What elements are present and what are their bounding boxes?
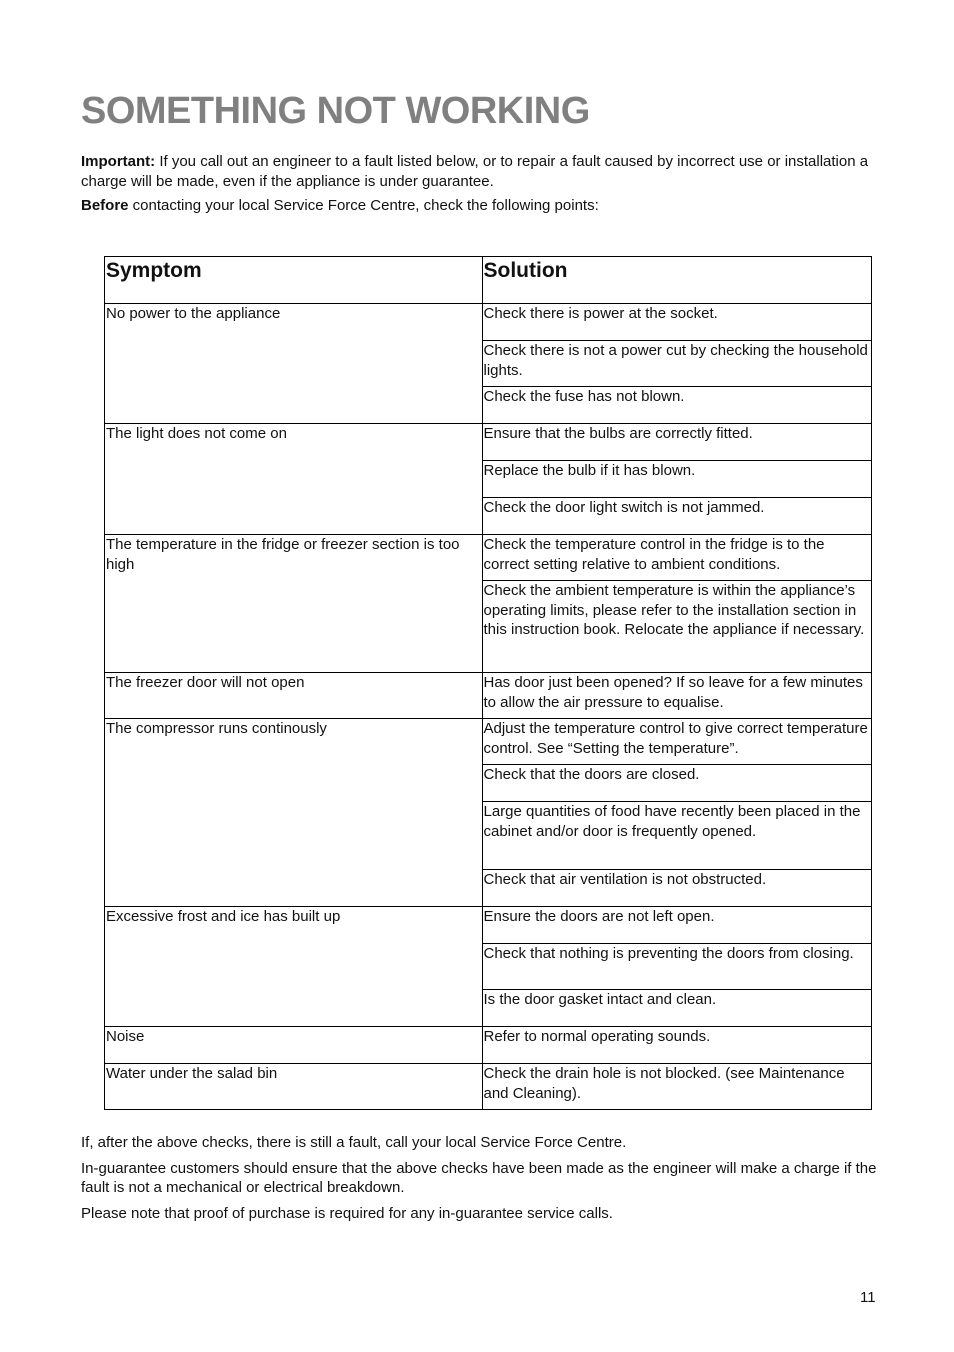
symptom-cell: The compressor runs continously: [105, 719, 483, 907]
solution-cell: Check the fuse has not blown.: [482, 387, 872, 424]
symptom-cell: Noise: [105, 1027, 483, 1064]
before-note: [81, 196, 881, 216]
page-title: SOMETHING NOT WORKING: [81, 90, 590, 132]
solution-cell: Is the door gasket intact and clean.: [482, 990, 872, 1027]
solution-cell: Adjust the temperature control to give correct temperature control. See “Setting the temperature”.: [482, 719, 872, 765]
symptom-cell: Water under the salad bin: [105, 1064, 483, 1110]
table-row: [105, 1064, 872, 1110]
table-body: [105, 304, 872, 1110]
before-label: Before: [81, 197, 129, 214]
solution-cell: Large quantities of food have recently been placed in the cabinet and/or door is frequently opened.: [482, 802, 872, 870]
outro-paragraph: In-guarantee customers should ensure that the above checks have been made as the engineer will make a charge if the fault is not a mechanical or electrical breakdown.: [81, 1159, 877, 1196]
solution-cell: Check that air ventilation is not obstructed.: [482, 870, 872, 907]
solution-cell: Check that the doors are closed.: [482, 765, 872, 802]
important-label: Important:: [81, 153, 156, 170]
solution-cell: Ensure that the bulbs are correctly fitted.: [482, 424, 872, 461]
table-row: [105, 1027, 872, 1064]
solution-cell: Check the door light switch is not jammed.: [482, 498, 872, 535]
solution-cell: Ensure the doors are not left open.: [482, 907, 872, 944]
symptom-cell: No power to the appliance: [105, 304, 483, 424]
outro-section: [81, 1133, 881, 1229]
table-row: [105, 304, 872, 341]
intro-section: [81, 152, 881, 221]
table-row: [105, 719, 872, 765]
solution-cell: Check there is not a power cut by checking the household lights.: [482, 341, 872, 387]
solution-cell: Check there is power at the socket.: [482, 304, 872, 341]
table-row: [105, 535, 872, 581]
symptom-cell: The temperature in the fridge or freezer section is too high: [105, 535, 483, 673]
outro-paragraph: If, after the above checks, there is still a fault, call your local Service Force Centre.: [81, 1134, 627, 1151]
symptom-cell: The freezer door will not open: [105, 673, 483, 719]
page-number: 11: [860, 1289, 876, 1306]
before-text: contacting your local Service Force Centre, check the following points:: [128, 197, 599, 214]
solution-cell: Refer to normal operating sounds.: [482, 1027, 872, 1064]
solution-cell: Check the temperature control in the fridge is to the correct setting relative to ambient conditions.: [482, 535, 872, 581]
table-row: [105, 424, 872, 461]
table-row: [105, 907, 872, 944]
solution-cell: Replace the bulb if it has blown.: [482, 461, 872, 498]
solution-cell: Has door just been opened? If so leave for a few minutes to allow the air pressure to equalise.: [482, 673, 872, 719]
symptom-cell: Excessive frost and ice has built up: [105, 907, 483, 1027]
outro-paragraph: Please note that proof of purchase is required for any in-guarantee service calls.: [81, 1204, 613, 1222]
important-text: If you call out an engineer to a fault listed below, or to repair a fault caused by incorrect use or installation a charge will be made, even if the appliance is under guarantee.: [81, 153, 869, 190]
table-header-row: [105, 257, 872, 304]
symptom-cell: The light does not come on: [105, 424, 483, 535]
solution-cell: Check that nothing is preventing the doors from closing.: [482, 944, 872, 990]
important-note: [81, 152, 881, 191]
troubleshooting-table: [104, 256, 872, 1110]
solution-cell: Check the ambient temperature is within the appliance’s operating limits, please refer to the installation section in this instruction book. Relocate the appliance if necessary.: [482, 581, 872, 673]
table-row: [105, 673, 872, 719]
symptom-header: Symptom: [105, 257, 483, 304]
solution-cell: Check the drain hole is not blocked. (see Maintenance and Cleaning).: [482, 1064, 872, 1110]
solution-header: Solution: [482, 257, 872, 304]
